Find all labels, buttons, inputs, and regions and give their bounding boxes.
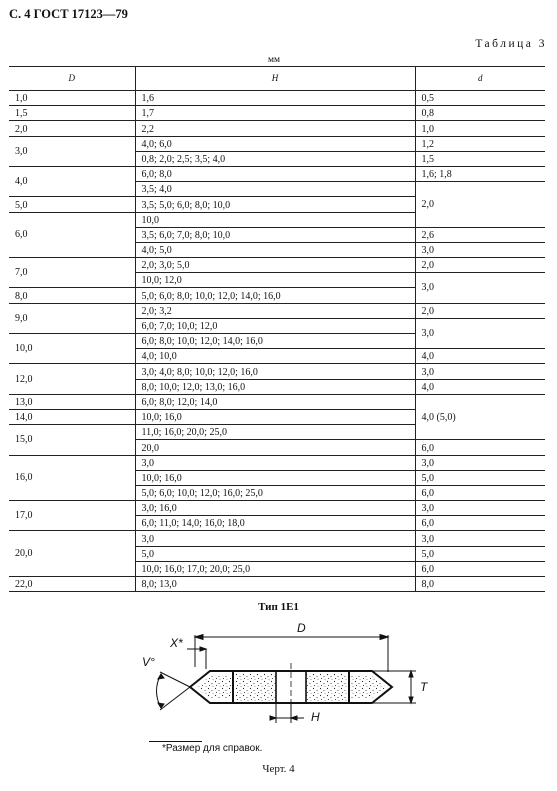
- cell-d: 4,0: [415, 379, 545, 394]
- wheel-drawing: [130, 617, 430, 740]
- label-T: T: [420, 680, 428, 694]
- cell-H: 2,0; 3,0; 5,0: [135, 258, 415, 273]
- table-header-row: [9, 67, 545, 91]
- cell-D: 17,0: [9, 501, 135, 531]
- cell-d: 1,5: [415, 151, 545, 166]
- cell-H: 6,0; 7,0; 10,0; 12,0: [135, 318, 415, 333]
- cell-H: 10,0; 16,0; 17,0; 20,0; 25,0: [135, 561, 415, 576]
- cell-H: 6,0; 11,0; 14,0; 16,0; 18,0: [135, 516, 415, 531]
- cell-H: 6,0; 8,0; 10,0; 12,0; 14,0; 16,0: [135, 334, 415, 349]
- cell-H: 10,0; 12,0: [135, 273, 415, 288]
- header-d: d: [415, 67, 545, 91]
- cell-d: 0,5: [415, 91, 545, 106]
- cell-H: 8,0; 10,0; 12,0; 13,0; 16,0: [135, 379, 415, 394]
- cell-D: 10,0: [9, 334, 135, 364]
- table-label: Таблица 3: [475, 38, 547, 50]
- cell-D: 15,0: [9, 425, 135, 455]
- cell-d: 8,0: [415, 577, 545, 592]
- label-H: H: [311, 710, 320, 724]
- cell-d: 0,8: [415, 106, 545, 121]
- cell-d: 4,0: [415, 349, 545, 364]
- footnote-rule: [149, 741, 202, 742]
- cell-H: 10,0: [135, 212, 415, 227]
- dimensions-table: [9, 66, 545, 592]
- cell-H: 20,0: [135, 440, 415, 455]
- table-row: [9, 166, 545, 181]
- cell-d: 1,0: [415, 121, 545, 136]
- cell-D: 2,0: [9, 121, 135, 136]
- cell-H: 3,5; 5,0; 6,0; 8,0; 10,0: [135, 197, 415, 212]
- table-row: [9, 258, 545, 273]
- cell-D: 13,0: [9, 394, 135, 409]
- cell-D: 1,0: [9, 91, 135, 106]
- cell-H: 3,5; 6,0; 7,0; 8,0; 10,0: [135, 227, 415, 242]
- cell-d: 2,6: [415, 227, 545, 242]
- cell-H: 2,2: [135, 121, 415, 136]
- cell-D: 4,0: [9, 166, 135, 196]
- cell-D: 14,0: [9, 409, 135, 424]
- cell-H: 11,0; 16,0; 20,0; 25,0: [135, 425, 415, 440]
- table-row: [9, 394, 545, 409]
- cell-H: 3,0: [135, 455, 415, 470]
- cell-H: 3,0; 4,0; 8,0; 10,0; 12,0; 16,0: [135, 364, 415, 379]
- cell-D: 8,0: [9, 288, 135, 303]
- cell-d: 3,0: [415, 273, 545, 303]
- cell-d: 3,0: [415, 455, 545, 470]
- cell-D: 3,0: [9, 136, 135, 166]
- cell-D: 6,0: [9, 212, 135, 258]
- table-row: [9, 364, 545, 379]
- header-H: H: [135, 67, 415, 91]
- cell-D: 16,0: [9, 455, 135, 501]
- cell-d: 6,0: [415, 516, 545, 531]
- page-header: С. 4 ГОСТ 17123—79: [9, 7, 128, 21]
- cell-H: 5,0; 6,0; 8,0; 10,0; 12,0; 14,0; 16,0: [135, 288, 415, 303]
- cell-H: 4,0; 10,0: [135, 349, 415, 364]
- figure-title: Тип 1Е1: [258, 601, 299, 613]
- cell-H: 4,0; 6,0: [135, 136, 415, 151]
- table-row: [9, 577, 545, 592]
- label-D: D: [297, 621, 306, 635]
- cell-d: 6,0: [415, 485, 545, 500]
- table-row: [9, 121, 545, 136]
- cell-H: 4,0; 5,0: [135, 242, 415, 257]
- cell-H: 3,5; 4,0: [135, 182, 415, 197]
- cell-H: 1,6: [135, 91, 415, 106]
- cell-D: 9,0: [9, 303, 135, 333]
- cell-H: 6,0; 8,0: [135, 166, 415, 181]
- cell-d: 5,0: [415, 470, 545, 485]
- cell-d: 3,0: [415, 242, 545, 257]
- cell-D: 20,0: [9, 531, 135, 577]
- cell-H: 10,0; 16,0: [135, 470, 415, 485]
- cell-H: 1,7: [135, 106, 415, 121]
- table-row: [9, 106, 545, 121]
- cell-H: 3,0; 16,0: [135, 501, 415, 516]
- footnote: *Размер для справок.: [162, 743, 263, 754]
- table-unit: мм: [268, 55, 281, 65]
- cell-H: 5,0; 6,0; 10,0; 12,0; 16,0; 25,0: [135, 485, 415, 500]
- cell-H: 2,0; 3,2: [135, 303, 415, 318]
- cell-H: 3,0: [135, 531, 415, 546]
- cell-d: 1,6; 1,8: [415, 166, 545, 181]
- label-V: V°: [142, 655, 155, 669]
- cell-d: 4,0 (5,0): [415, 394, 545, 440]
- label-X: X*: [170, 636, 183, 650]
- cell-d: 3,0: [415, 364, 545, 379]
- cell-D: 5,0: [9, 197, 135, 212]
- cell-H: 8,0; 13,0: [135, 577, 415, 592]
- cell-D: 1,5: [9, 106, 135, 121]
- table-row: [9, 303, 545, 318]
- header-D: D: [9, 67, 135, 91]
- table-row: [9, 136, 545, 151]
- figure-caption: Черт. 4: [262, 763, 295, 775]
- table-row: [9, 501, 545, 516]
- cell-D: 7,0: [9, 258, 135, 288]
- cell-d: 6,0: [415, 561, 545, 576]
- cell-d: 3,0: [415, 531, 545, 546]
- cell-d: 2,0: [415, 182, 545, 228]
- cell-D: 22,0: [9, 577, 135, 592]
- cell-d: 6,0: [415, 440, 545, 455]
- table-row: [9, 455, 545, 470]
- table-row: [9, 91, 545, 106]
- cell-d: 5,0: [415, 546, 545, 561]
- cell-d: 1,2: [415, 136, 545, 151]
- cell-d: 2,0: [415, 258, 545, 273]
- cell-H: 5,0: [135, 546, 415, 561]
- cell-H: 6,0; 8,0; 12,0; 14,0: [135, 394, 415, 409]
- cell-H: 0,8; 2,0; 2,5; 3,5; 4,0: [135, 151, 415, 166]
- cell-H: 10,0; 16,0: [135, 409, 415, 424]
- cell-D: 12,0: [9, 364, 135, 394]
- cell-d: 3,0: [415, 318, 545, 348]
- cell-d: 2,0: [415, 303, 545, 318]
- table-row: [9, 531, 545, 546]
- cell-d: 3,0: [415, 501, 545, 516]
